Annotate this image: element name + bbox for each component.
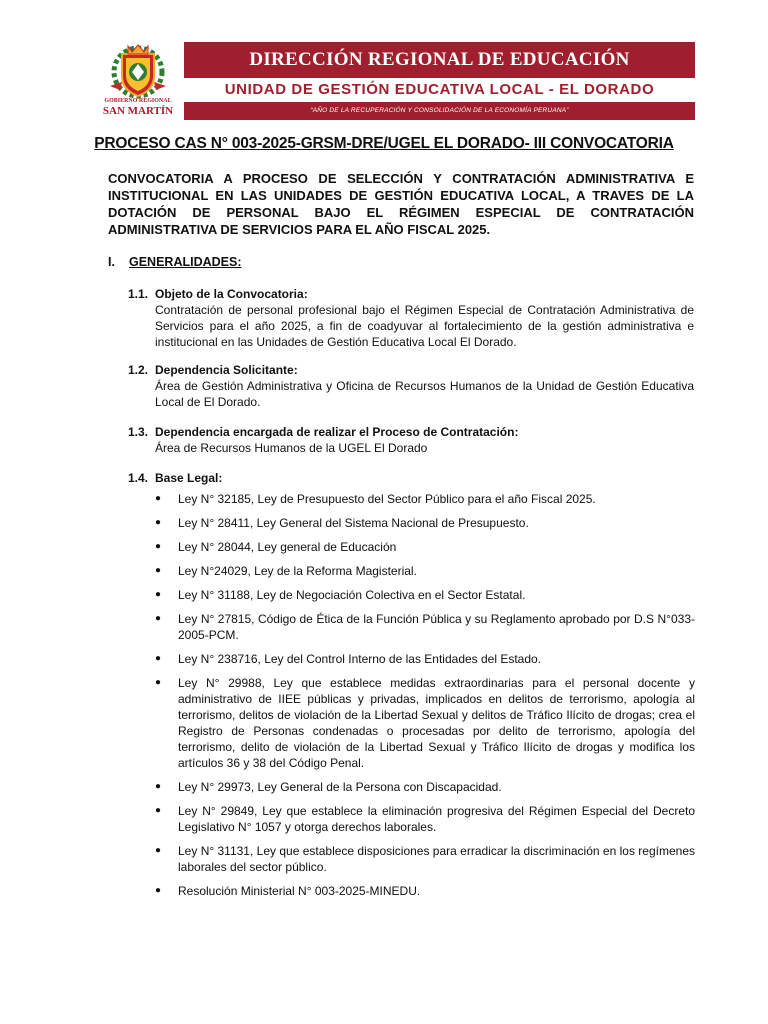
law-text: Ley N° 29988, Ley que establece medidas extraordinarias para el personal docente y administrativo de IIEE públicas y privadas, implicados en delitos de terrorismo, apología al terrorismo, delitos de violación de la Libertad Sexual y delitos de Tráfico Ilícito de drogas; crea el Registro de Personas condenadas o procesadas por delito de terrorismo, apología del terrorismo, delito de violación de la Libertad Sexual y Tráfico Ilícito de drogas y modifica los artículos 36 y 38 del Código Penal. [178,676,695,770]
bullet-icon: ● [155,885,162,896]
list-item [155,651,695,667]
header-title: DIRECCIÓN REGIONAL DE EDUCACIÓN [249,49,630,70]
subsection-number: 1.1. [128,287,149,301]
list-item [155,843,695,875]
subsection-body: Contratación de personal profesional bajo el Régimen Especial de Contratación Administrativa de Servicios para el año 2025, a fin de coadyuvar al fortalecimiento de la gestión administrativa e institucional en las Unidades de Gestión Educativa Local El Dorado. [155,303,694,349]
list-item [155,675,695,771]
bullet-icon: ● [155,565,162,576]
header-motto: “AÑO DE LA RECUPERACIÓN Y CONSOLIDACIÓN DE LA ECONOMÍA PERUANA” [310,107,569,114]
coat-of-arms-icon [92,42,184,100]
list-item [155,539,695,555]
bullet-icon: ● [155,653,162,664]
letterhead [92,42,695,120]
document-title: PROCESO CAS N° 003-2025-GRSM-DRE/UGEL EL DORADO- III CONVOCATORIA [94,135,674,152]
bullet-icon: ● [155,845,162,856]
law-text: Ley N°24029, Ley de la Reforma Magisterial. [178,564,417,578]
subsection-heading: Objeto de la Convocatoria: [155,287,308,301]
bullet-icon: ● [155,781,162,792]
law-text: Ley N° 31131, Ley que establece disposiciones para erradicar la discriminación en los regímenes laborales del sector público. [178,844,695,874]
bullet-icon: ● [155,805,162,816]
subsection-heading: Dependencia Solicitante: [155,363,298,377]
logo-caption: GOBIERNO REGIONAL [104,98,172,104]
header-subtitle: UNIDAD DE GESTIÓN EDUCATIVA LOCAL - EL DORADO [224,81,655,98]
law-text: Ley N° 27815, Código de Ética de la Función Pública y su Reglamento aprobado por D.S N°033-2005-PCM. [178,612,695,642]
header-title-bar [184,42,695,78]
law-text: Resolución Ministerial N° 003-2025-MINEDU. [178,884,421,898]
legal-basis-list [155,491,695,907]
list-item [155,779,695,795]
law-text: Ley N° 31188, Ley de Negociación Colectiva en el Sector Estatal. [178,588,526,602]
list-item [155,587,695,603]
subsection-body: Área de Gestión Administrativa y Oficina de Recursos Humanos de la Unidad de Gestión Educativa Local de El Dorado. [155,379,694,409]
list-item [155,803,695,835]
bullet-icon: ● [155,589,162,600]
subsection-heading: Dependencia encargada de realizar el Proceso de Contratación: [155,425,519,439]
bullet-icon: ● [155,677,162,688]
law-text: Ley N° 29973, Ley General de la Persona con Discapacidad. [178,780,502,794]
law-text: Ley N° 238716, Ley del Control Interno de las Entidades del Estado. [178,652,542,666]
bullet-icon: ● [155,613,162,624]
list-item [155,611,695,643]
subsection-number: 1.2. [128,363,149,377]
bullet-icon: ● [155,517,162,528]
section-title: GENERALIDADES: [129,255,242,269]
bullet-icon: ● [155,541,162,552]
list-item [155,883,695,899]
subsection-objective [128,286,694,350]
call-description: CONVOCATORIA A PROCESO DE SELECCIÓN Y CONTRATACIÓN ADMINISTRATIVA E INSTITUCIONAL EN LAS UNIDADES DE GESTIÓN EDUCATIVA LOCAL, A TRAVES DE LA DOTACIÓN DE PERSONAL BAJO EL RÉGIMEN ESPECIAL DE CONTRATACIÓN ADMINISTRATIVA DE SERVICIOS PARA EL AÑO FISCAL 2025. [108,171,694,237]
list-item [155,563,695,579]
subsection-body: Área de Recursos Humanos de la UGEL El Dorado [155,441,428,455]
list-item [155,515,695,531]
header-motto-bar [184,102,695,120]
law-text: Ley N° 29849, Ley que establece la eliminación progresiva del Régimen Especial del Decreto Legislativo N° 1057 y otorga derechos laborales. [178,804,695,834]
bullet-icon: ● [155,493,162,504]
subsection-number: 1.3. [128,425,149,439]
list-item [155,491,695,507]
law-text: Ley N° 32185, Ley de Presupuesto del Sector Público para el año Fiscal 2025. [178,492,596,506]
law-text: Ley N° 28044, Ley general de Educación [178,540,397,554]
law-text: Ley N° 28411, Ley General del Sistema Nacional de Presupuesto. [178,516,529,530]
logo-region-name: SAN MARTÍN [102,105,174,117]
subsection-number: 1.4. [128,471,149,485]
subsection-legal-basis [128,470,694,486]
section-number: I. [108,255,115,269]
header-subtitle-bar [184,78,695,102]
subsection-requesting-unit [128,362,694,410]
subsection-responsible-unit [128,424,694,456]
subsection-heading: Base Legal: [155,471,223,485]
regional-government-logo [92,42,184,120]
